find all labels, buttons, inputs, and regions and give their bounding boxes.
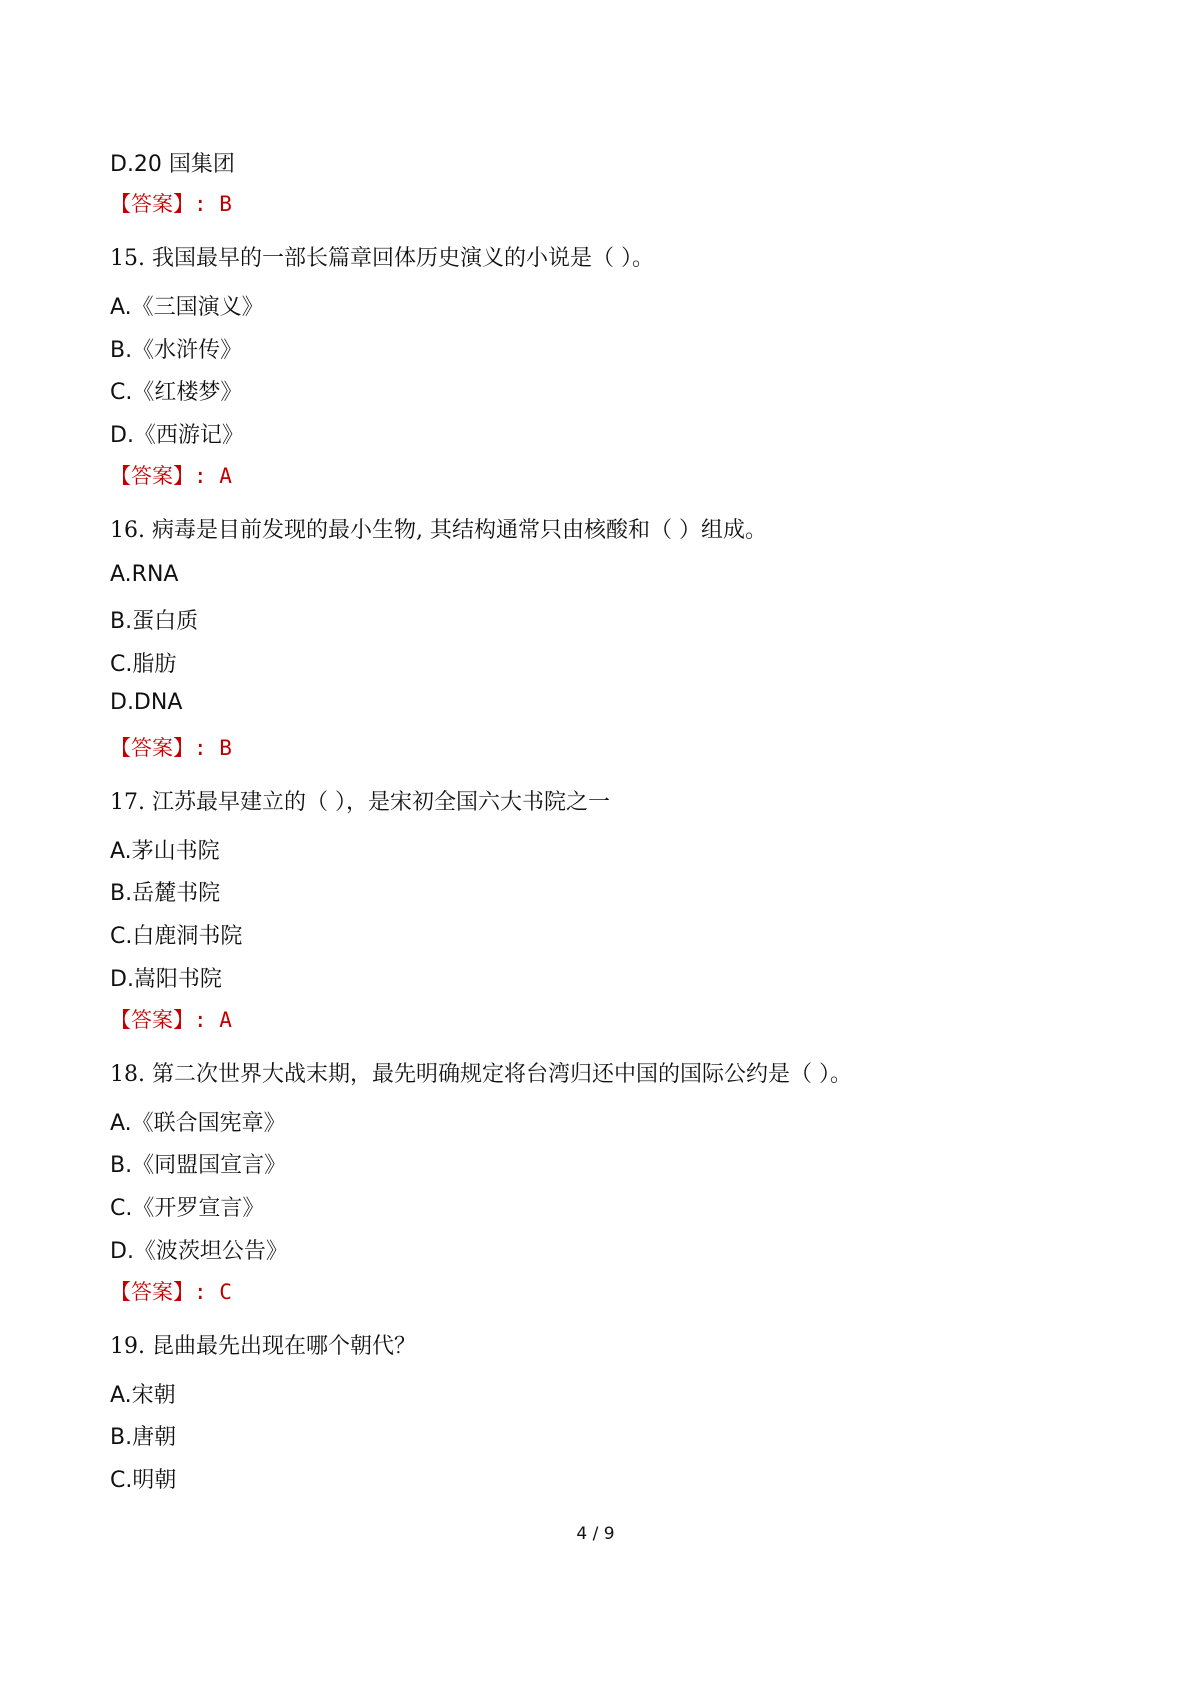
question-17-answer: 【答案】: A <box>110 1008 232 1032</box>
question-15-option-a: A.《三国演义》 <box>110 295 264 320</box>
question-18-option-d: D.《波茨坦公告》 <box>110 1239 288 1264</box>
question-18-option-a: A.《联合国宪章》 <box>110 1111 286 1136</box>
question-15-stem: 15. 我国最早的一部长篇章回体历史演义的小说是（ ）。 <box>110 246 654 271</box>
question-18-answer: 【答案】: C <box>110 1280 232 1304</box>
question-16-option-c: C.脂肪 <box>110 652 177 677</box>
prev-answer: 【答案】: B <box>110 192 232 216</box>
question-15-answer: 【答案】: A <box>110 464 232 488</box>
question-15-option-c: C.《红楼梦》 <box>110 380 243 405</box>
page-number: 4 / 9 <box>576 1524 615 1544</box>
question-16-option-a: A.RNA <box>110 562 179 587</box>
question-18-option-b: B.《同盟国宣言》 <box>110 1153 287 1178</box>
question-17-option-a: A.茅山书院 <box>110 839 220 864</box>
question-17-option-d: D.嵩阳书院 <box>110 967 222 992</box>
question-17-stem: 17. 江苏最早建立的（ ），是宋初全国六大书院之一 <box>110 790 610 815</box>
question-17-option-b: B.岳麓书院 <box>110 881 221 906</box>
question-18-option-c: C.《开罗宣言》 <box>110 1196 265 1221</box>
question-19-option-a: A.宋朝 <box>110 1383 176 1408</box>
question-15-option-d: D.《西游记》 <box>110 423 244 448</box>
question-16-answer: 【答案】: B <box>110 736 232 760</box>
prev-option-d: D.20 国集团 <box>110 152 235 177</box>
question-16-option-d: D.DNA <box>110 690 183 715</box>
question-19-option-b: B.唐朝 <box>110 1425 177 1450</box>
question-15-option-b: B.《水浒传》 <box>110 338 243 363</box>
question-16-option-b: B.蛋白质 <box>110 609 199 634</box>
question-17-option-c: C.白鹿洞书院 <box>110 924 243 949</box>
question-19-stem: 19. 昆曲最先出现在哪个朝代？ <box>110 1334 416 1359</box>
question-16-stem: 16. 病毒是目前发现的最小生物, 其结构通常只由核酸和（ ）组成。 <box>110 518 767 543</box>
question-18-stem: 18. 第二次世界大战末期，最先明确规定将台湾归还中国的国际公约是（ ）。 <box>110 1062 852 1087</box>
question-19-option-c: C.明朝 <box>110 1468 177 1493</box>
